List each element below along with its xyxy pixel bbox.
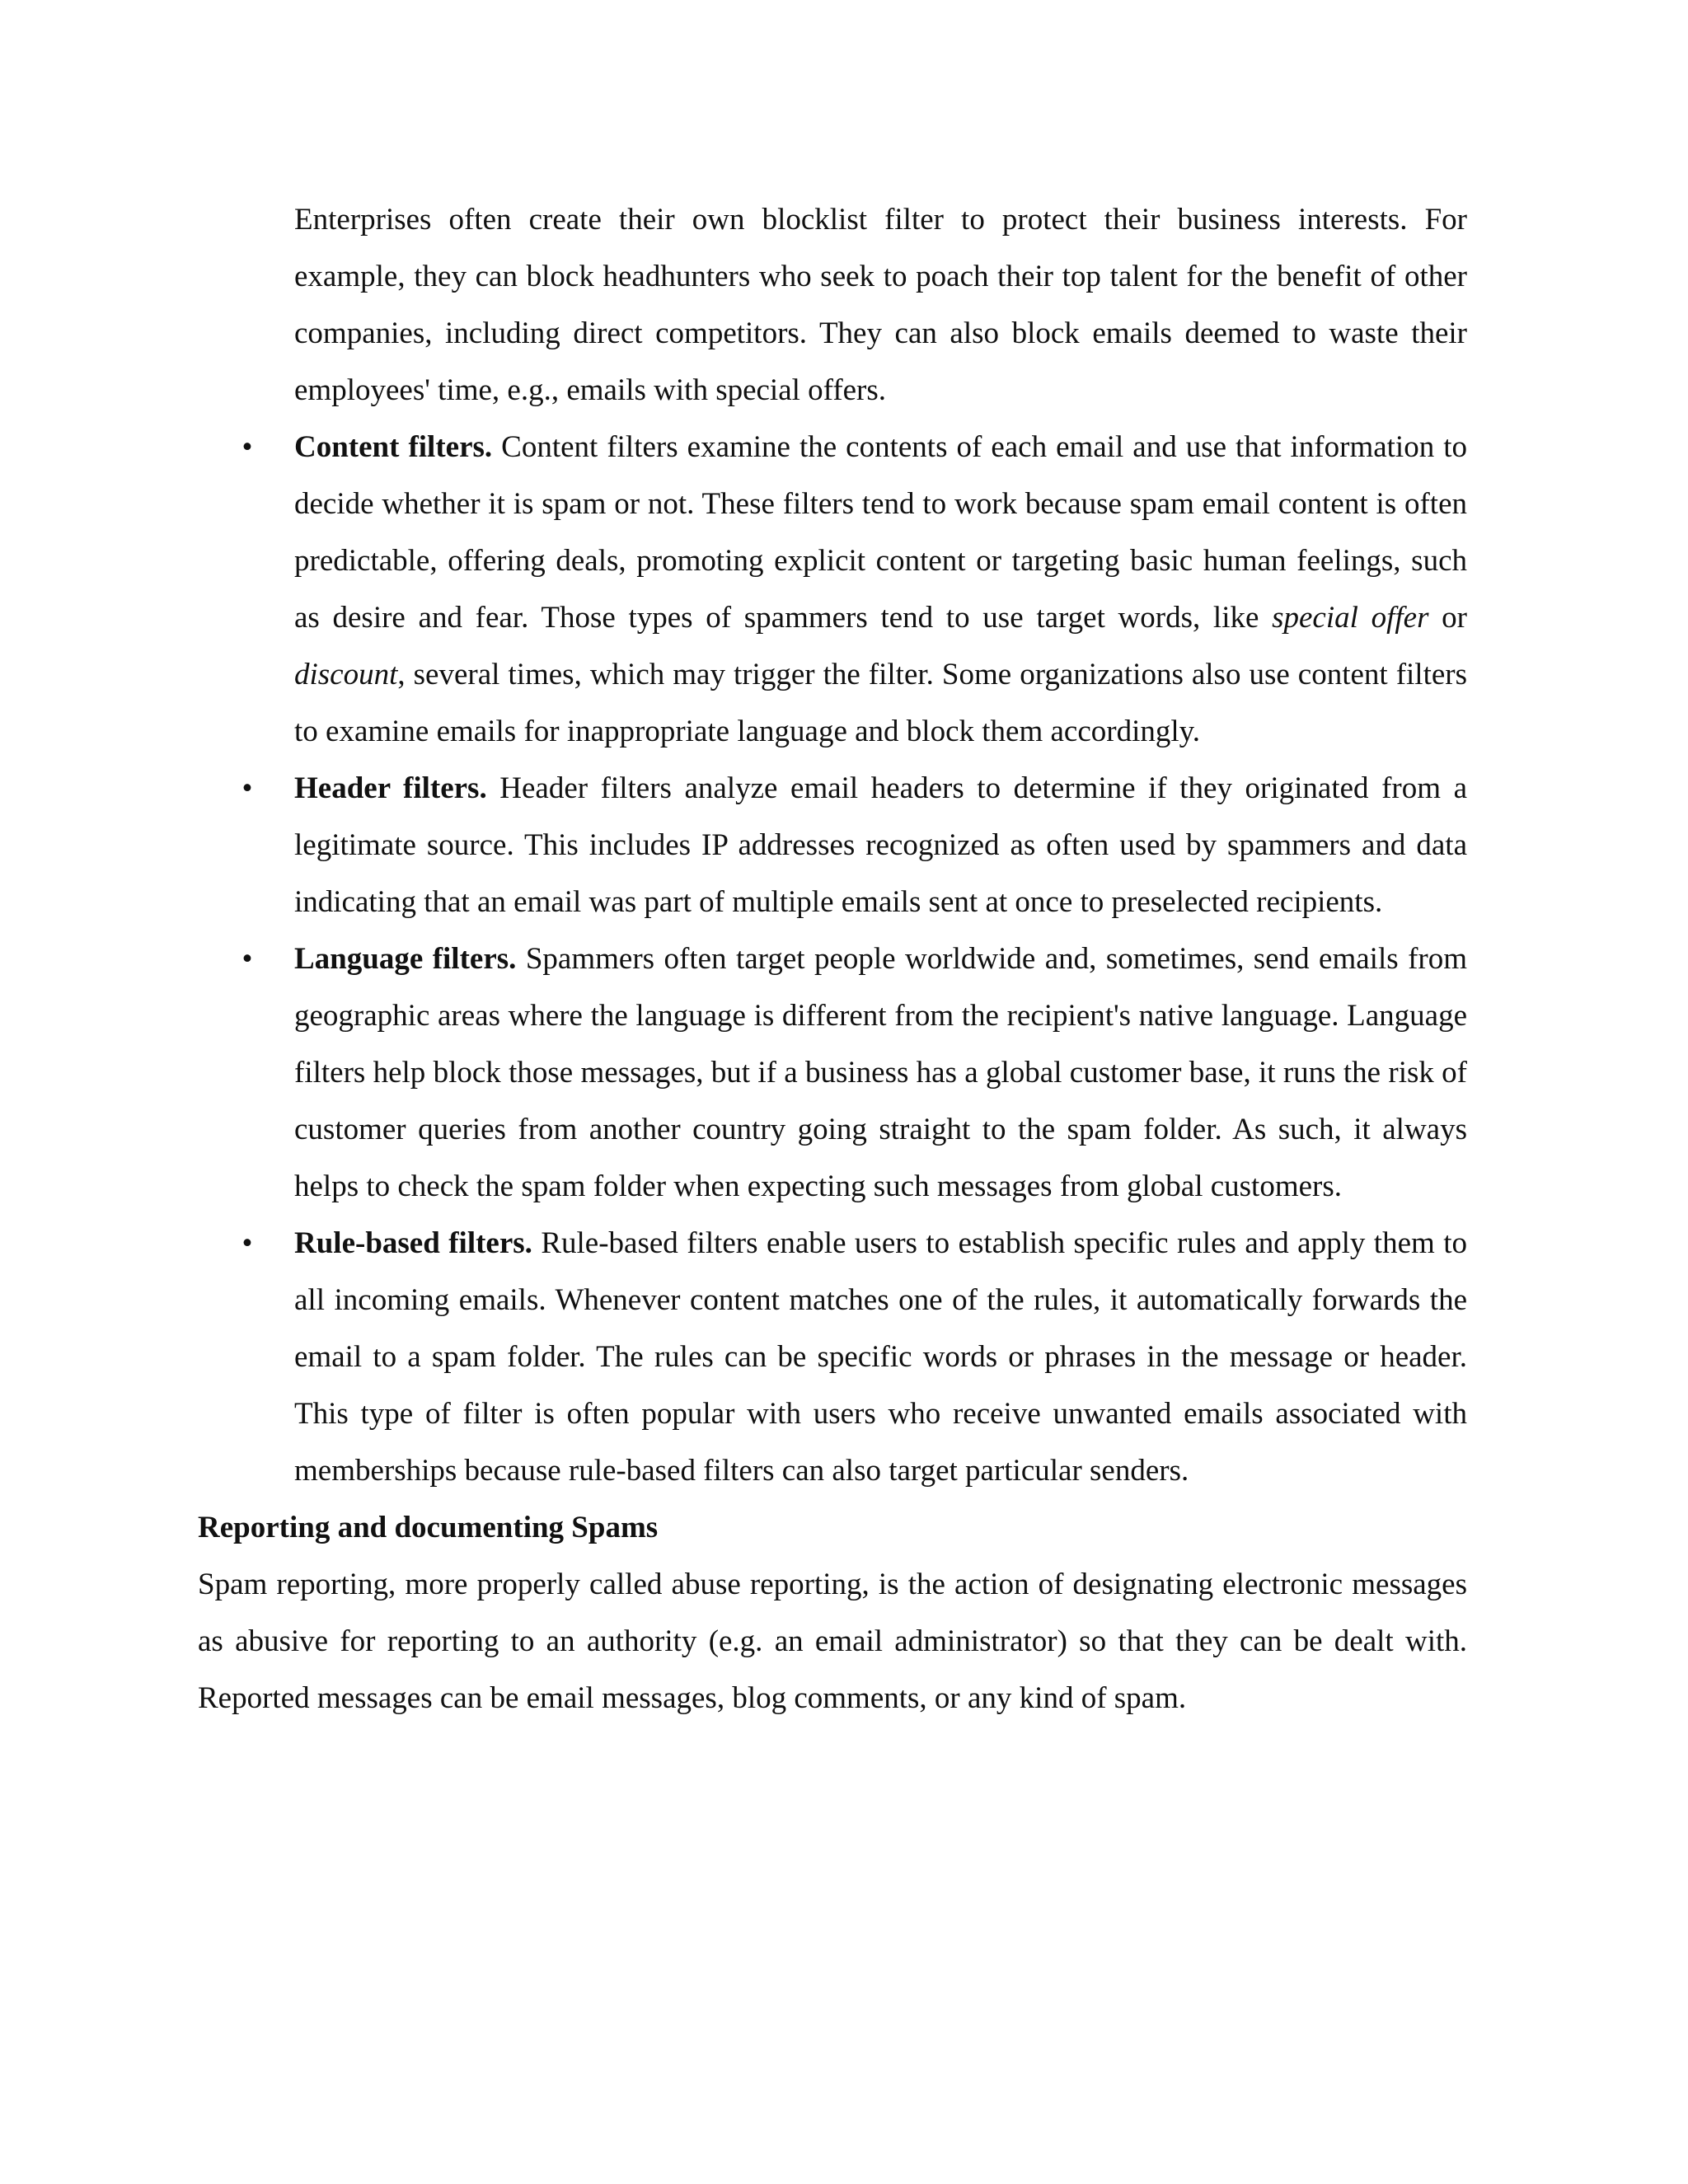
bullet-icon: •: [241, 430, 253, 464]
term-rule-based-filters: Rule-based filters.: [294, 1226, 532, 1260]
list-item-content-filters: [198, 419, 1467, 760]
header-filters-text: Header filters analyze email headers to determine if they originated from a legitimate source. This includes IP addresses recognized as often used by spammers and data indicating that an email was part of multiple emails sent at once to preselected recipients.: [294, 771, 1467, 919]
content-filters-text-3: , several times, which may trigger the filter. Some organizations also use content filters to examine emails for inappropriate language and block them accordingly.: [294, 658, 1467, 748]
emphasis-discount: discount: [294, 658, 398, 691]
list-item-language-filters: [198, 930, 1467, 1215]
rule-based-filters-text: Rule-based filters enable users to establish specific rules and apply them to all incoming emails. Whenever content matches one of the rules, it automatically forwards the email to a spam folder. The rules can be specific words or phrases in the message or header. This type of filter is often popular with users who receive unwanted emails associated with memberships because rule-based filters can also target particular senders.: [294, 1226, 1467, 1488]
intro-continuation-paragraph: Enterprises often create their own blocklist filter to protect their business interests. For example, they can block headhunters who seek to poach their top talent for the benefit of other companies, including direct competitors. They can also block emails deemed to waste their employees' time, e.g., emails with special offers.: [294, 203, 1467, 407]
content-filters-text-2: or: [1428, 601, 1467, 635]
content-filters-text-1: Content filters examine the contents of each email and use that information to decide whether it is spam or not. These filters tend to work because spam email content is often predictable, offering deals, promoting explicit content or targeting basic human feelings, such as desire and fear. Those types of spammers tend to use target words, like: [294, 430, 1468, 635]
spam-reporting-paragraph: Spam reporting, more properly called abuse reporting, is the action of designating electronic messages as abusive for reporting to an authority (e.g. an email administrator) so that they can be dealt with. Reported messages can be email messages, blog comments, or any kind of spam.: [198, 1568, 1467, 1715]
term-language-filters: Language filters.: [294, 942, 517, 976]
section-heading: Reporting and documenting Spams: [198, 1511, 659, 1544]
bullet-icon: •: [241, 1226, 253, 1260]
language-filters-text: Spammers often target people worldwide and, sometimes, send emails from geographic areas where the language is different from the recipient's native language. Language filters help block those messages, but if a business has a global customer base, it runs the risk of customer queries from another country going straight to the spam folder. As such, it always helps to check the spam folder when expecting such messages from global customers.: [294, 942, 1467, 1203]
list-item-rule-based-filters: [198, 1215, 1467, 1499]
term-content-filters: Content filters.: [294, 430, 493, 464]
term-header-filters: Header filters.: [294, 771, 487, 805]
filter-types-list: [198, 419, 1467, 1499]
emphasis-special-offer: special offer: [1272, 601, 1429, 635]
list-item-header-filters: [198, 760, 1467, 930]
document-page: [198, 191, 1467, 1727]
bullet-icon: •: [241, 771, 253, 805]
bullet-icon: •: [241, 942, 253, 976]
